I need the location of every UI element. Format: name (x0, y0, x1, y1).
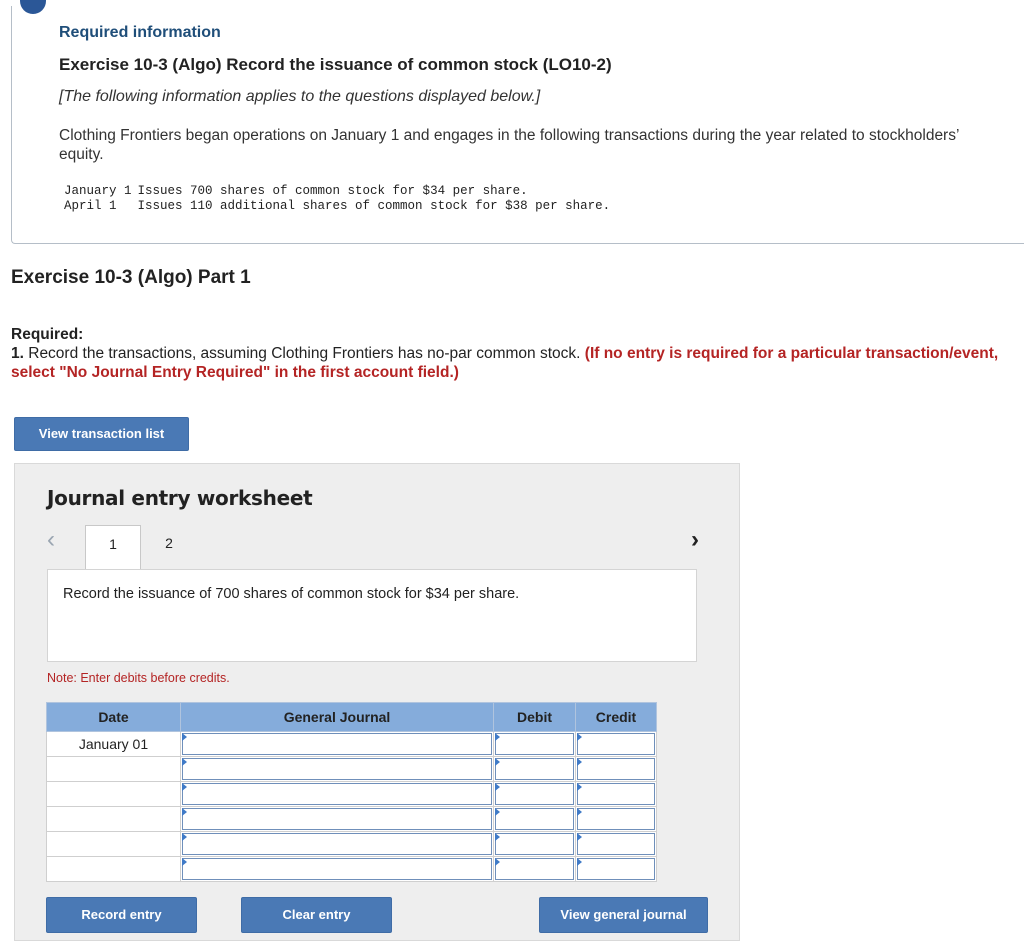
dropdown-marker-icon (495, 758, 500, 766)
transaction-details (64, 184, 616, 214)
dropdown-marker-icon (182, 808, 187, 816)
transaction-text: Issues 110 additional shares of common stock for $38 per share. (137, 199, 611, 213)
credit-input[interactable] (577, 733, 655, 755)
credit-input[interactable] (577, 858, 655, 880)
credit-cell (576, 832, 657, 857)
column-header-credit: Credit (576, 703, 657, 732)
tab-2[interactable]: 2 (165, 535, 173, 551)
account-cell (181, 807, 494, 832)
view-general-journal-button[interactable]: View general journal (539, 897, 708, 933)
table-row (47, 807, 657, 832)
dropdown-marker-icon (495, 733, 500, 741)
column-header-debit: Debit (494, 703, 576, 732)
dropdown-marker-icon (182, 758, 187, 766)
debit-cell (494, 757, 576, 782)
debit-cell (494, 807, 576, 832)
transaction-row (64, 199, 616, 214)
transaction-row (64, 184, 616, 199)
table-row (47, 782, 657, 807)
date-cell[interactable] (47, 832, 181, 857)
tab-1[interactable]: 1 (85, 525, 141, 569)
credit-input[interactable] (577, 833, 655, 855)
required-header: Required: (11, 326, 84, 343)
dropdown-marker-icon (182, 833, 187, 841)
debit-input[interactable] (495, 808, 574, 830)
dropdown-marker-icon (495, 783, 500, 791)
dropdown-marker-icon (577, 758, 582, 766)
account-cell (181, 857, 494, 882)
table-row (47, 832, 657, 857)
account-select[interactable] (182, 733, 492, 755)
credit-cell (576, 732, 657, 757)
journal-entry-worksheet (14, 463, 740, 941)
account-select[interactable] (182, 783, 492, 805)
journal-table (46, 702, 657, 882)
credit-cell (576, 782, 657, 807)
date-cell[interactable]: January 01 (47, 732, 181, 757)
debit-input[interactable] (495, 783, 574, 805)
account-cell (181, 832, 494, 857)
column-header-general-journal: General Journal (181, 703, 494, 732)
debit-input[interactable] (495, 733, 574, 755)
dropdown-marker-icon (577, 833, 582, 841)
required-red-instruction: (If no entry is required for a particular transaction/event, select "No Journal Entry Required" in the first account field.) (11, 345, 999, 381)
account-cell (181, 757, 494, 782)
date-cell[interactable] (47, 857, 181, 882)
debit-input[interactable] (495, 758, 574, 780)
part-title: Exercise 10-3 (Algo) Part 1 (11, 267, 251, 288)
information-panel (11, 6, 1024, 244)
dropdown-marker-icon (182, 858, 187, 866)
dropdown-marker-icon (495, 858, 500, 866)
dropdown-marker-icon (182, 733, 187, 741)
credit-cell (576, 757, 657, 782)
debit-input[interactable] (495, 858, 574, 880)
debits-note: Note: Enter debits before credits. (47, 671, 230, 685)
date-cell[interactable] (47, 757, 181, 782)
account-select[interactable] (182, 808, 492, 830)
debit-input[interactable] (495, 833, 574, 855)
worksheet-title: Journal entry worksheet (47, 486, 313, 510)
account-select[interactable] (182, 858, 492, 880)
transaction-date: April 1 (64, 199, 117, 213)
dropdown-marker-icon (577, 808, 582, 816)
required-information-heading: Required information (59, 24, 221, 41)
dropdown-marker-icon (577, 858, 582, 866)
record-entry-button[interactable]: Record entry (46, 897, 197, 933)
chevron-left-icon[interactable]: ‹ (47, 526, 55, 553)
required-number: 1. (11, 345, 24, 362)
account-select[interactable] (182, 758, 492, 780)
credit-input[interactable] (577, 808, 655, 830)
entry-prompt-box (47, 569, 697, 662)
info-italic-note: [The following information applies to the questions displayed below.] (59, 88, 541, 105)
debit-cell (494, 732, 576, 757)
date-cell[interactable] (47, 807, 181, 832)
exercise-title: Exercise 10-3 (Algo) Record the issuance of common stock (LO10-2) (59, 55, 612, 74)
dropdown-marker-icon (577, 733, 582, 741)
dropdown-marker-icon (182, 783, 187, 791)
view-transaction-list-button[interactable]: View transaction list (14, 417, 189, 451)
column-header-date: Date (47, 703, 181, 732)
dropdown-marker-icon (495, 808, 500, 816)
table-row (47, 857, 657, 882)
required-text: Record the transactions, assuming Clothing Frontiers has no-par common stock. (23, 345, 585, 362)
credit-input[interactable] (577, 758, 655, 780)
credit-input[interactable] (577, 783, 655, 805)
debit-cell (494, 857, 576, 882)
account-cell (181, 782, 494, 807)
transaction-date: January 1 (64, 184, 132, 198)
date-cell[interactable] (47, 782, 181, 807)
journal-header-row (47, 703, 657, 732)
credit-cell (576, 807, 657, 832)
clear-entry-button[interactable]: Clear entry (241, 897, 392, 933)
debit-cell (494, 782, 576, 807)
table-row (47, 732, 657, 757)
section-marker-icon (20, 0, 46, 14)
transaction-text: Issues 700 shares of common stock for $34 per share. (137, 184, 528, 198)
account-select[interactable] (182, 833, 492, 855)
scenario-description: Clothing Frontiers began operations on January 1 and engages in the following transactions during the year related to stockholders’ equity. (59, 127, 959, 163)
debit-cell (494, 832, 576, 857)
credit-cell (576, 857, 657, 882)
entry-prompt: Record the issuance of 700 shares of common stock for $34 per share. (63, 586, 520, 602)
account-cell (181, 732, 494, 757)
dropdown-marker-icon (495, 833, 500, 841)
required-instructions (11, 325, 1001, 382)
chevron-right-icon[interactable]: › (691, 526, 699, 553)
table-row (47, 757, 657, 782)
dropdown-marker-icon (577, 783, 582, 791)
